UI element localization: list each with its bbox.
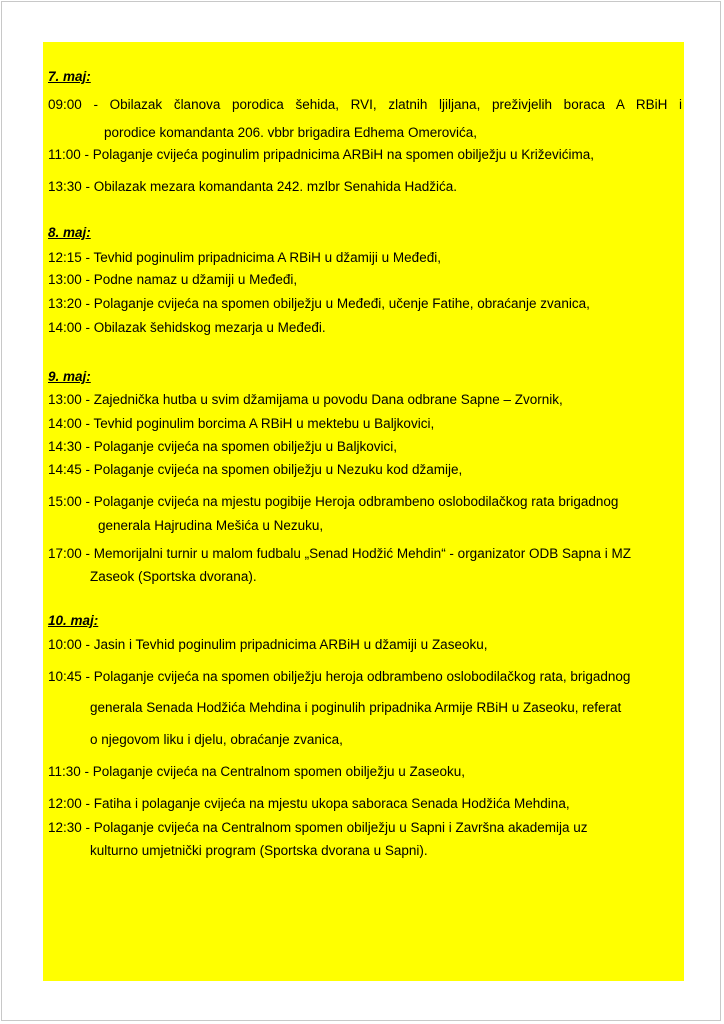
schedule-line: 12:00 - Fatiha i polaganje cvijeća na mjestu ukopa saboraca Senada Hodžića Mehdina,	[48, 796, 570, 811]
schedule-line: 13:00 - Podne namaz u džamiji u Međeđi,	[48, 272, 298, 287]
schedule-line: 15:00 - Polaganje cvijeća na mjestu pogibije Heroja odbrambeno oslobodilačkog rata brigadnog	[48, 494, 619, 509]
schedule-line: 10:45 - Polaganje cvijeća na spomen obilježju heroja odbrambeno oslobodilačkog rata, brigadnog	[48, 669, 631, 684]
schedule-line-continuation: o njegovom liku i djelu, obraćanje zvanica,	[90, 732, 343, 747]
day-heading-7-maj: 7. maj:	[48, 69, 91, 84]
day-heading-9-maj: 9. maj:	[48, 369, 91, 384]
day-heading-8-maj: 8. maj:	[48, 225, 91, 240]
schedule-line-continuation: generala Senada Hodžića Mehdina i poginulih pripadnika Armije RBiH u Zaseoku, referat	[90, 700, 622, 715]
schedule-line: 17:00 - Memorijalni turnir u malom fudbalu „Senad Hodžić Mehdin“ - organizator ODB Sapna i MZ	[48, 546, 632, 561]
schedule-line: 14:00 - Obilazak šehidskog mezarja u Međeđi.	[48, 320, 326, 335]
schedule-line-continuation: generala Hajrudina Mešića u Nezuku,	[98, 518, 324, 533]
schedule-line: 13:00 - Zajednička hutba u svim džamijama u povodu Dana odbrane Sapne – Zvornik,	[48, 392, 563, 407]
schedule-line: 12:30 - Polaganje cvijeća na Centralnom spomen obilježju u Sapni i Završna akademija uz	[48, 820, 588, 835]
schedule-line-continuation: kulturno umjetnički program (Sportska dvorana u Sapni).	[90, 843, 428, 858]
schedule-line: 14:30 - Polaganje cvijeća na spomen obilježju u Baljkovici,	[48, 439, 397, 454]
schedule-line: 10:00 - Jasin i Tevhid poginulim pripadnicima ARBiH u džamiji u Zaseoku,	[48, 637, 488, 652]
schedule-line-continuation: porodice komandanta 206. vbbr brigadira Edhema Omerovića,	[104, 125, 477, 140]
schedule-line: 14:00 - Tevhid poginulim borcima A RBiH u mektebu u Baljkovici,	[48, 416, 435, 431]
schedule-line: 11:00 - Polaganje cvijeća poginulim pripadnicima ARBiH na spomen obilježju u Križevićima,	[48, 147, 595, 162]
schedule-line: 13:30 - Obilazak mezara komandanta 242. mzlbr Senahida Hadžića.	[48, 179, 457, 194]
schedule-line: 11:30 - Polaganje cvijeća na Centralnom spomen obilježju u Zaseoku,	[48, 764, 465, 779]
schedule-line: 13:20 - Polaganje cvijeća na spomen obilježju u Međeđi, učenje Fatihe, obraćanje zvanica,	[48, 296, 590, 311]
schedule-line: 14:45 - Polaganje cvijeća na spomen obilježju u Nezuku kod džamije,	[48, 462, 463, 477]
schedule-line: 09:00 - Obilazak članova porodica šehida, RVI, zlatnih ljiljana, preživjelih boraca A RBiH i	[48, 97, 682, 112]
schedule-line: 12:15 - Tevhid poginulim pripadnicima A RBiH u džamiji u Međeđi,	[48, 250, 441, 265]
day-heading-10-maj: 10. maj:	[48, 613, 99, 628]
schedule-line-continuation: Zaseok (Sportska dvorana).	[90, 569, 257, 584]
